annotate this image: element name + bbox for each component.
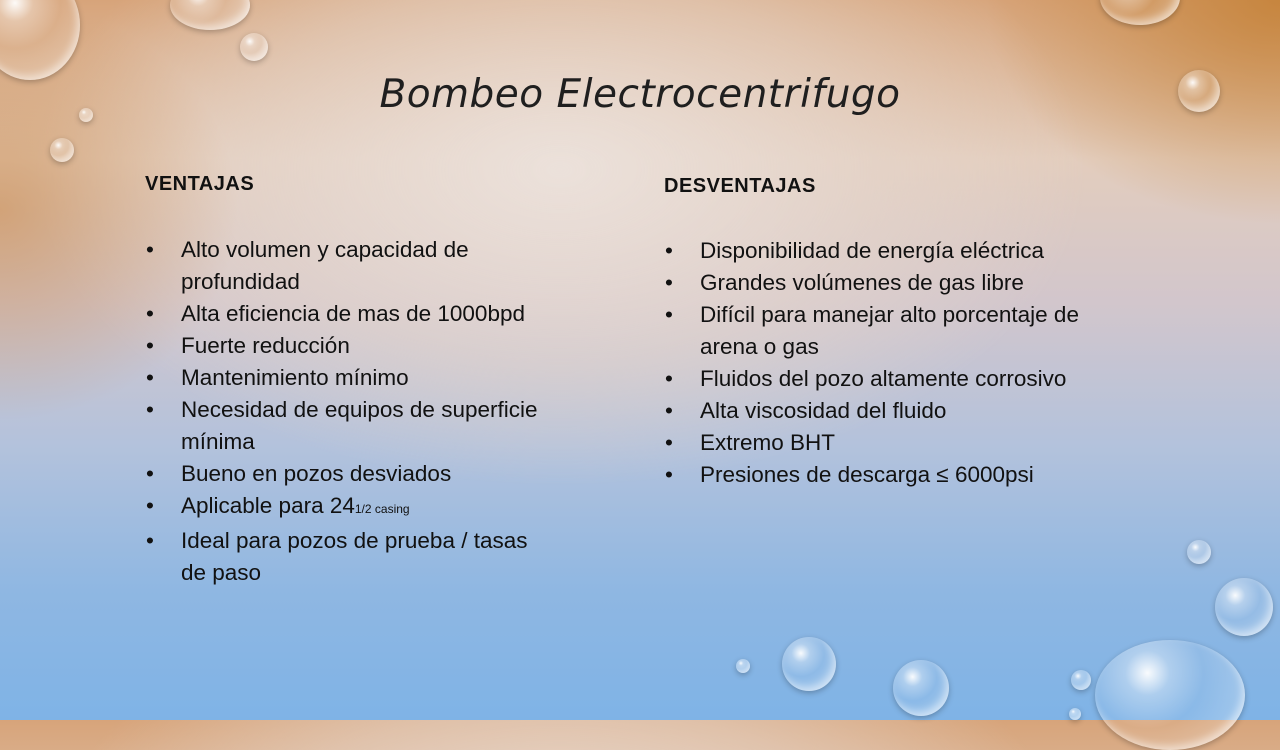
ventajas-list: [145, 234, 545, 589]
bubble-decoration: [1095, 640, 1245, 750]
list-item-text: Ideal para pozos de prueba / tasas de paso: [181, 528, 528, 585]
bullet-icon: •: [665, 270, 673, 295]
list-item: [664, 299, 1114, 363]
list-item-text: Alta eficiencia de mas de 1000bpd: [181, 301, 525, 326]
bubble-decoration: [0, 0, 80, 80]
list-item-subscript: 1/2 casing: [354, 502, 410, 516]
bullet-icon: •: [665, 462, 673, 487]
bullet-icon: •: [146, 461, 154, 486]
ventajas-section: [145, 173, 545, 589]
bullet-icon: •: [146, 493, 154, 518]
bubble-decoration: [1215, 578, 1273, 636]
ventajas-heading: VENTAJAS: [145, 173, 255, 195]
list-item: [664, 427, 1114, 459]
bullet-icon: •: [146, 365, 154, 390]
bubble-decoration: [50, 138, 74, 162]
list-item: [145, 362, 545, 394]
list-item-text: Presiones de descarga ≤ 6000psi: [700, 462, 1034, 487]
list-item-text: Alta viscosidad del fluido: [700, 398, 947, 423]
bubble-decoration: [1187, 540, 1211, 564]
desventajas-list: [664, 235, 1114, 491]
bullet-icon: •: [146, 237, 154, 262]
bullet-icon: •: [665, 238, 673, 263]
bubble-decoration: [782, 637, 836, 691]
list-item: [145, 525, 545, 589]
bullet-icon: •: [665, 366, 673, 391]
list-item: [664, 459, 1114, 491]
list-item-text: Necesidad de equipos de superficie mínima: [181, 397, 538, 454]
list-item-text: Alto volumen y capacidad de profundidad: [181, 237, 469, 294]
bullet-icon: •: [665, 302, 673, 327]
bullet-icon: •: [665, 430, 673, 455]
desventajas-heading: DESVENTAJAS: [664, 175, 816, 197]
list-item: [145, 490, 545, 525]
list-item: [664, 235, 1114, 267]
list-item: [664, 363, 1114, 395]
bubble-decoration: [1069, 708, 1081, 720]
bubble-decoration: [1100, 0, 1180, 25]
list-item: [145, 234, 545, 298]
list-item: [145, 298, 545, 330]
bubble-decoration: [1071, 670, 1091, 690]
list-item: [145, 458, 545, 490]
slide-title: Bombeo Electrocentrifugo: [379, 72, 901, 117]
list-item: [145, 330, 545, 362]
list-item-text: Mantenimiento mínimo: [181, 365, 409, 390]
bullet-icon: •: [146, 528, 154, 553]
list-item-text: Grandes volúmenes de gas libre: [700, 270, 1024, 295]
bullet-icon: •: [146, 333, 154, 358]
bubble-decoration: [240, 33, 268, 61]
bubble-decoration: [736, 659, 750, 673]
bubble-decoration: [170, 0, 250, 30]
list-item: [145, 394, 545, 458]
bullet-icon: •: [146, 301, 154, 326]
list-item-text: Aplicable para 24: [181, 493, 355, 518]
list-item-text: Extremo BHT: [700, 430, 836, 455]
list-item-text: Fluidos del pozo altamente corrosivo: [700, 366, 1067, 391]
list-item-text: Bueno en pozos desviados: [181, 461, 452, 486]
desventajas-section: [664, 175, 1114, 491]
bullet-icon: •: [665, 398, 673, 423]
list-item: [664, 267, 1114, 299]
list-item: [664, 395, 1114, 427]
list-item-text: Difícil para manejar alto porcentaje de arena o gas: [700, 302, 1079, 359]
list-item-text: Disponibilidad de energía eléctrica: [700, 238, 1044, 263]
bubble-decoration: [893, 660, 949, 716]
bullet-icon: •: [146, 397, 154, 422]
list-item-text: Fuerte reducción: [181, 333, 350, 358]
